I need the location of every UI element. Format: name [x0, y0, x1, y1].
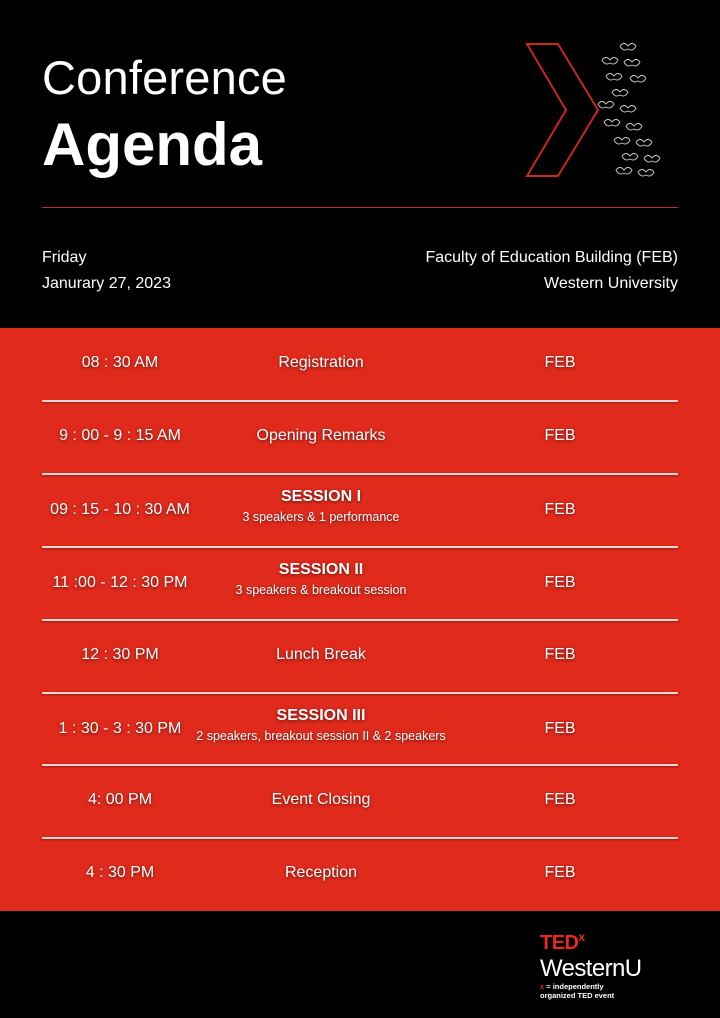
agenda-event [196, 561, 446, 597]
agenda-event [196, 791, 446, 809]
agenda-event-title: Lunch Break [276, 645, 366, 663]
agenda-event [196, 354, 446, 372]
agenda-place: FEB [544, 864, 576, 882]
agenda-event-title: Opening Remarks [256, 426, 386, 444]
agenda-row [0, 328, 720, 400]
agenda-section [0, 328, 720, 911]
title-agenda: Agenda [42, 111, 263, 178]
tedx-logo [540, 932, 585, 955]
x-chevron-butterflies-logo-icon [520, 38, 680, 183]
agenda-place: FEB [544, 719, 576, 737]
agenda-row [0, 693, 720, 765]
agenda-time: 1 : 30 - 3 : 30 PM [58, 719, 182, 737]
agenda-event-title: Registration [278, 354, 364, 371]
agenda-event-title: SESSION I [280, 487, 362, 505]
tedx-event-name: WesternU [540, 955, 642, 982]
agenda-event [196, 707, 446, 743]
agenda-time: 08 : 30 AM [81, 354, 159, 371]
institution-text: Western University [544, 275, 678, 292]
agenda-place: FEB [544, 426, 576, 444]
tedx-tagline-x: x [540, 982, 545, 991]
agenda-time: 9 : 00 - 9 : 15 AM [59, 426, 181, 444]
agenda-row [0, 620, 720, 692]
agenda-event [196, 427, 446, 445]
date-block [42, 245, 171, 297]
agenda-time: 09 : 15 - 10 : 30 AM [50, 500, 190, 518]
agenda-row [0, 765, 720, 837]
agenda-event-subtitle: 3 speakers & breakout session [235, 582, 407, 597]
tedx-tagline-line1: = independently [544, 982, 604, 991]
agenda-place: FEB [544, 354, 576, 371]
agenda-place: FEB [544, 573, 576, 591]
tedx-tagline-line2: organized TED event [540, 991, 615, 1000]
agenda-event-subtitle: 2 speakers, breakout session II & 2 speakers [196, 728, 446, 743]
ted-x-text: x [578, 930, 585, 944]
agenda-event-title: Event Closing [271, 791, 371, 809]
location-block [425, 245, 678, 297]
agenda-row [0, 838, 720, 910]
agenda-event [196, 646, 446, 664]
agenda-time: 12 : 30 PM [81, 645, 159, 663]
tedx-tagline [540, 982, 614, 1000]
agenda-event-subtitle: 3 speakers & 1 performance [242, 509, 400, 524]
agenda-event-title: Reception [284, 864, 358, 882]
agenda-row [0, 547, 720, 619]
agenda-time: 4: 00 PM [87, 791, 153, 809]
agenda-event [196, 488, 446, 524]
agenda-time: 4 : 30 PM [85, 864, 155, 882]
agenda-place: FEB [544, 645, 576, 663]
venue-text: Faculty of Education Building (FEB) [425, 249, 678, 266]
header-divider [42, 207, 678, 208]
header [0, 0, 720, 328]
date-text: Janurary 27, 2023 [42, 275, 171, 292]
agenda-place: FEB [544, 500, 576, 518]
agenda-event [196, 864, 446, 882]
day-text: Friday [42, 249, 87, 266]
agenda-row [0, 474, 720, 546]
agenda-event-title: SESSION II [278, 560, 364, 578]
title-conference: Conference [42, 51, 287, 104]
agenda-event-title: SESSION III [276, 706, 366, 724]
agenda-place: FEB [544, 791, 576, 809]
ted-text: TED [540, 932, 579, 954]
agenda-time: 11 :00 - 12 : 30 PM [52, 573, 188, 591]
agenda-row [0, 401, 720, 473]
footer [0, 911, 720, 1018]
